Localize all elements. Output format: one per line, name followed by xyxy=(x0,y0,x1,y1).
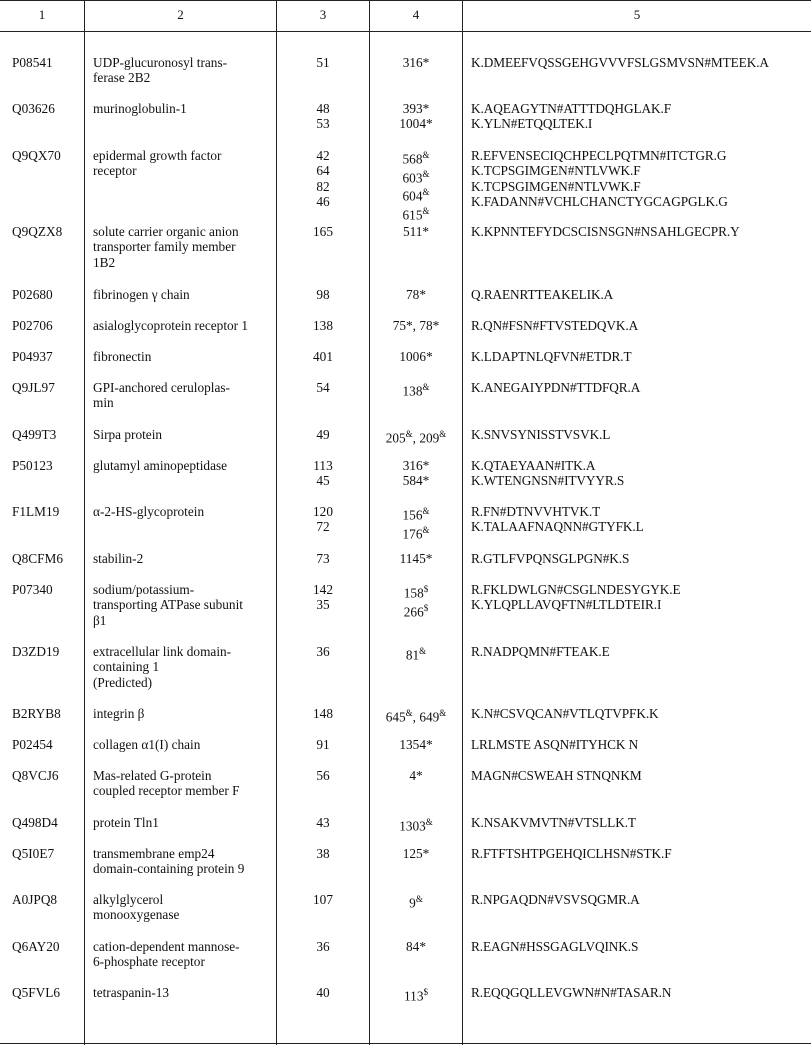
protein-name-line: cation-dependent mannose- xyxy=(93,939,240,954)
protein-name xyxy=(93,582,271,628)
peptide-sequence xyxy=(471,644,811,659)
peptide-sequence-line: R.GTLFVPQNSGLPGN#K.S xyxy=(471,551,630,566)
glycosite-line: 158$ xyxy=(403,584,429,601)
count-value-line: 165 xyxy=(313,224,333,239)
protein-name-line: ferase 2B2 xyxy=(93,70,151,86)
count-value xyxy=(278,427,368,442)
accession-id: P07340 xyxy=(12,582,53,597)
protein-name xyxy=(93,892,271,923)
peptide-sequence-line: K.SNVSYNISSTVSVK.L xyxy=(471,427,611,442)
peptide-sequence xyxy=(471,349,811,364)
protein-name xyxy=(93,985,271,1000)
protein-name-line: protein Tln1 xyxy=(93,815,159,830)
count-value-line: 107 xyxy=(313,892,333,907)
table-top-rule xyxy=(0,0,811,1)
count-value-line: 38 xyxy=(316,846,330,861)
accession-id: P02706 xyxy=(12,318,53,333)
accession-id: D3ZD19 xyxy=(12,644,60,659)
peptide-sequence-line: R.FTFTSHTPGEHQICLHSN#STK.F xyxy=(471,846,672,861)
glycosite xyxy=(371,287,461,302)
protein-name-line: GPI-anchored ceruloplas- xyxy=(93,380,230,395)
peptide-sequence-line: K.ANEGAIYPDN#TTDFQR.A xyxy=(471,380,641,395)
glycosite-line: 75*, 78* xyxy=(392,318,440,333)
count-value xyxy=(278,768,368,783)
accession-id: Q9JL97 xyxy=(12,380,55,395)
peptide-sequence xyxy=(471,318,811,333)
peptide-sequence-line: K.TCPSGIMGEN#NTLVWK.F xyxy=(471,178,641,194)
count-value xyxy=(278,458,368,489)
peptide-sequence xyxy=(471,148,811,209)
count-value-line: 91 xyxy=(316,737,330,752)
protein-name xyxy=(93,349,271,364)
accession-id: P02454 xyxy=(12,737,53,752)
peptide-sequence-line: K.TALAAFNAQNN#GTYFK.L xyxy=(471,519,644,535)
accession-id: F1LM19 xyxy=(12,504,60,519)
protein-name-line: collagen α1(I) chain xyxy=(93,737,201,752)
count-value-line: 120 xyxy=(313,504,333,519)
peptide-sequence xyxy=(471,224,811,239)
count-value xyxy=(278,737,368,752)
peptide-sequence xyxy=(471,380,811,395)
protein-name xyxy=(93,768,271,799)
protein-name-line: UDP-glucuronosyl trans- xyxy=(93,55,228,70)
protein-name-line: alkylglycerol xyxy=(93,892,164,907)
column-divider xyxy=(462,0,463,1045)
accession-id: Q9QZX8 xyxy=(12,224,63,239)
glycosite-line: 604& xyxy=(402,187,430,204)
glycosite xyxy=(371,706,461,725)
glycosite xyxy=(371,985,461,1004)
count-value xyxy=(278,582,368,613)
column-header: 3 xyxy=(319,7,327,22)
count-value-line: 138 xyxy=(313,318,333,333)
peptide-sequence xyxy=(471,427,811,442)
glycosite xyxy=(371,55,461,70)
protein-name-line: coupled receptor member F xyxy=(93,783,240,799)
peptide-sequence xyxy=(471,582,811,613)
protein-name-line: transporting ATPase subunit xyxy=(93,597,243,613)
protein-name-line: asialoglycoprotein receptor 1 xyxy=(93,318,249,333)
peptide-sequence xyxy=(471,939,811,954)
count-value xyxy=(278,892,368,907)
glycosite-line: 568& xyxy=(402,150,430,167)
peptide-sequence xyxy=(471,706,811,721)
protein-name xyxy=(93,737,271,752)
peptide-sequence-line: R.NADPQMN#FTEAK.E xyxy=(471,644,610,659)
count-value-line: 142 xyxy=(313,582,333,597)
glycosite-line: 9& xyxy=(409,894,423,911)
protein-name xyxy=(93,551,271,566)
peptide-sequence xyxy=(471,101,811,132)
count-value-line: 51 xyxy=(316,55,330,70)
peptide-sequence-line: K.TCPSGIMGEN#NTLVWK.F xyxy=(471,163,641,179)
accession-id: Q5I0E7 xyxy=(12,846,55,861)
protein-name-line: murinoglobulin-1 xyxy=(93,101,187,116)
glycosite xyxy=(371,427,461,446)
count-value xyxy=(278,815,368,830)
peptide-sequence-line: LRLMSTE ASQN#ITYHCK N xyxy=(471,737,639,752)
peptide-sequence-line: Q.RAENRTTEAKELIK.A xyxy=(471,287,614,302)
count-value xyxy=(278,55,368,70)
peptide-sequence xyxy=(471,985,811,1000)
glycosite-line: 316* xyxy=(402,458,430,473)
accession-id: Q499T3 xyxy=(12,427,57,442)
count-value-line: 35 xyxy=(316,597,330,613)
protein-name-line: Sirpa protein xyxy=(93,427,163,442)
protein-name-line: solute carrier organic anion xyxy=(93,224,239,239)
peptide-sequence xyxy=(471,551,811,566)
glycosite-line: 81& xyxy=(405,646,427,663)
peptide-sequence xyxy=(471,458,811,489)
glycosite xyxy=(371,582,461,619)
peptide-sequence xyxy=(471,737,811,752)
count-value xyxy=(278,349,368,364)
column-divider xyxy=(369,0,370,1045)
peptide-sequence-line: K.DMEEFVQSSGEHGVVVFSLGSMVSN#MTEEK.A xyxy=(471,55,769,70)
protein-name-line: (Predicted) xyxy=(93,674,153,690)
glycosite-line: 156& xyxy=(402,506,430,523)
count-value-line: 82 xyxy=(316,178,330,194)
count-value-line: 48 xyxy=(316,101,330,116)
protein-name xyxy=(93,318,271,333)
glycosite-line: 266$ xyxy=(403,602,429,620)
count-value-line: 53 xyxy=(316,116,330,132)
peptide-sequence xyxy=(471,55,811,70)
glycosite xyxy=(371,349,461,364)
glycosite xyxy=(371,101,461,132)
column-header: 5 xyxy=(633,7,641,22)
protein-name-line: min xyxy=(93,395,114,411)
accession-id: A0JPQ8 xyxy=(12,892,58,907)
protein-name xyxy=(93,224,271,270)
peptide-sequence xyxy=(471,815,811,830)
column-divider xyxy=(276,0,277,1045)
glycosite xyxy=(371,458,461,489)
protein-name-line: monooxygenase xyxy=(93,907,180,923)
glycosite-line: 615& xyxy=(402,206,430,223)
accession-id: P02680 xyxy=(12,287,53,302)
peptide-sequence-line: R.QN#FSN#FTVSTEDQVK.A xyxy=(471,318,639,333)
glycosite-line: 1006* xyxy=(399,349,433,364)
protein-name-line: integrin β xyxy=(93,706,145,721)
peptide-sequence-line: K.LDAPTNLQFVN#ETDR.T xyxy=(471,349,632,364)
peptide-sequence xyxy=(471,504,811,535)
accession-id: Q6AY20 xyxy=(12,939,60,954)
header-rule xyxy=(0,31,811,32)
glycosite xyxy=(371,318,461,333)
glycosite xyxy=(371,846,461,861)
glycosite-line: 584* xyxy=(402,473,430,489)
glycosite xyxy=(371,148,461,223)
protein-name xyxy=(93,287,271,302)
glycosite xyxy=(371,815,461,834)
peptide-sequence-line: R.NPGAQDN#VSVSQGMR.A xyxy=(471,892,640,907)
count-value xyxy=(278,287,368,302)
accession-id: B2RYB8 xyxy=(12,706,61,721)
count-value-line: 98 xyxy=(316,287,330,302)
glycosite-line: 393* xyxy=(402,101,430,116)
protein-name xyxy=(93,380,271,411)
peptide-sequence-line: K.YLN#ETQQLTEK.I xyxy=(471,116,593,132)
count-value-line: 49 xyxy=(316,427,330,442)
accession-id: Q498D4 xyxy=(12,815,58,830)
accession-id: P08541 xyxy=(12,55,53,70)
count-value-line: 43 xyxy=(316,815,330,830)
count-value-line: 72 xyxy=(316,519,330,535)
glycosite-line: 1145* xyxy=(399,551,433,566)
accession-id: P50123 xyxy=(12,458,53,473)
protein-name xyxy=(93,644,271,690)
count-value xyxy=(278,644,368,659)
accession-id: P04937 xyxy=(12,349,53,364)
protein-name xyxy=(93,55,271,86)
glycosite xyxy=(371,939,461,954)
glycosite xyxy=(371,224,461,239)
accession-id: Q8VCJ6 xyxy=(12,768,59,783)
glycosite-line: 176& xyxy=(402,524,430,542)
protein-name-line: 1B2 xyxy=(93,254,116,270)
count-value xyxy=(278,985,368,1000)
protein-name-line: Mas-related G-protein xyxy=(93,768,212,783)
protein-name-line: extracellular link domain- xyxy=(93,644,232,659)
glycosite xyxy=(371,380,461,399)
count-value-line: 46 xyxy=(316,193,330,209)
count-value xyxy=(278,148,368,209)
count-value-line: 36 xyxy=(316,644,330,659)
glycosite-line: 1303& xyxy=(399,817,433,834)
protein-name-line: receptor xyxy=(93,163,137,179)
protein-name-line: sodium/potassium- xyxy=(93,582,195,597)
protein-name xyxy=(93,148,271,179)
count-value xyxy=(278,318,368,333)
accession-id: Q03626 xyxy=(12,101,55,116)
glycosite xyxy=(371,768,461,783)
count-value xyxy=(278,939,368,954)
glycosite-line: 1354* xyxy=(399,737,433,752)
glycosite xyxy=(371,504,461,541)
peptide-sequence-line: K.WTENGNSN#ITVYYR.S xyxy=(471,473,625,489)
protein-name-line: transmembrane emp24 xyxy=(93,846,215,861)
protein-name-line: fibronectin xyxy=(93,349,152,364)
glycosite-line: 125* xyxy=(402,846,430,861)
count-value xyxy=(278,551,368,566)
count-value xyxy=(278,706,368,721)
protein-name-line: 6-phosphate receptor xyxy=(93,954,205,970)
peptide-sequence-line: R.FKLDWLGN#CSGLNDESYGYK.E xyxy=(471,582,681,597)
peptide-sequence-line: R.EAGN#HSSGAGLVQINK.S xyxy=(471,939,639,954)
peptide-sequence-line: K.N#CSVQCAN#VTLQTVPFK.K xyxy=(471,706,659,721)
count-value xyxy=(278,504,368,535)
protein-name-line: α-2-HS-glycoprotein xyxy=(93,504,205,519)
glycosite xyxy=(371,737,461,752)
accession-id: Q5FVL6 xyxy=(12,985,61,1000)
count-value-line: 42 xyxy=(316,148,330,163)
peptide-sequence-line: K.AQEAGYTN#ATTTDQHGLAK.F xyxy=(471,101,671,116)
peptide-sequence-line: R.EQQGQLLEVGWN#N#TASAR.N xyxy=(471,985,672,1000)
column-header: 1 xyxy=(38,7,46,22)
protein-name-line: β1 xyxy=(93,612,107,628)
glycosite-line: 645&, 649& xyxy=(385,708,447,725)
table-bottom-rule xyxy=(0,1043,811,1044)
peptide-sequence xyxy=(471,287,811,302)
count-value-line: 36 xyxy=(316,939,330,954)
peptide-sequence-line: MAGN#CSWEAH STNQNKM xyxy=(471,768,642,783)
glycosite-line: 603& xyxy=(402,168,430,186)
glycosite-line: 78* xyxy=(406,287,426,302)
peptide-sequence xyxy=(471,892,811,907)
protein-name xyxy=(93,458,271,473)
count-value-line: 64 xyxy=(316,163,330,179)
glycosite-line: 205&, 209& xyxy=(385,429,447,446)
protein-name xyxy=(93,504,271,519)
peptide-sequence xyxy=(471,768,811,783)
accession-id: Q9QX70 xyxy=(12,148,61,163)
count-value-line: 148 xyxy=(313,706,333,721)
peptide-sequence-line: R.FN#DTNVVHTVK.T xyxy=(471,504,601,519)
glycosite-line: 511* xyxy=(402,224,430,239)
protein-name-line: fibrinogen γ chain xyxy=(93,287,190,302)
count-value-line: 56 xyxy=(316,768,330,783)
count-value-line: 113 xyxy=(313,458,333,473)
glycosite xyxy=(371,644,461,663)
protein-name-line: stabilin-2 xyxy=(93,551,144,566)
count-value xyxy=(278,224,368,239)
protein-name-line: transporter family member xyxy=(93,239,236,255)
protein-name-line: glutamyl aminopeptidase xyxy=(93,458,228,473)
glycosite-line: 316* xyxy=(402,55,430,70)
peptide-sequence-line: K.NSAKVMVTN#VTSLLK.T xyxy=(471,815,636,830)
protein-name xyxy=(93,846,271,877)
column-divider xyxy=(84,0,85,1045)
column-header: 2 xyxy=(177,7,184,22)
protein-name xyxy=(93,706,271,721)
glycosite xyxy=(371,892,461,911)
glycosite xyxy=(371,551,461,566)
protein-name xyxy=(93,101,271,116)
peptide-sequence xyxy=(471,846,811,861)
peptide-sequence-line: K.YLQPLLAVQFTN#LTLDTEIR.I xyxy=(471,597,662,613)
count-value-line: 45 xyxy=(316,473,330,489)
count-value-line: 73 xyxy=(316,551,330,566)
glycosite-line: 138& xyxy=(402,382,430,399)
count-value-line: 401 xyxy=(313,349,333,364)
peptide-sequence-line: K.KPNNTEFYDCSCISNSGN#NSAHLGECPR.Y xyxy=(471,224,740,239)
protein-name xyxy=(93,815,271,830)
glycosite-line: 84* xyxy=(406,939,426,954)
protein-name-line: epidermal growth factor xyxy=(93,148,222,163)
count-value xyxy=(278,380,368,395)
glycosite-line: 113$ xyxy=(404,987,428,1004)
count-value xyxy=(278,101,368,132)
protein-name-line: tetraspanin-13 xyxy=(93,985,170,1000)
protein-name xyxy=(93,939,271,970)
protein-name-line: domain-containing protein 9 xyxy=(93,861,245,877)
glycosite-line: 4* xyxy=(409,768,423,783)
accession-id: Q8CFM6 xyxy=(12,551,63,566)
count-value xyxy=(278,846,368,861)
protein-name-line: containing 1 xyxy=(93,659,160,675)
column-header: 4 xyxy=(412,7,420,22)
peptide-sequence-line: R.EFVENSECIQCHPECLPQTMN#ITCTGR.G xyxy=(471,148,727,163)
count-value-line: 40 xyxy=(316,985,330,1000)
peptide-sequence-line: K.QTAEYAAN#ITK.A xyxy=(471,458,596,473)
protein-name xyxy=(93,427,271,442)
peptide-sequence-line: K.FADANN#VCHLCHANCTYGCAGPGLK.G xyxy=(471,193,728,209)
glycosite-line: 1004* xyxy=(399,116,433,132)
count-value-line: 54 xyxy=(316,380,330,395)
